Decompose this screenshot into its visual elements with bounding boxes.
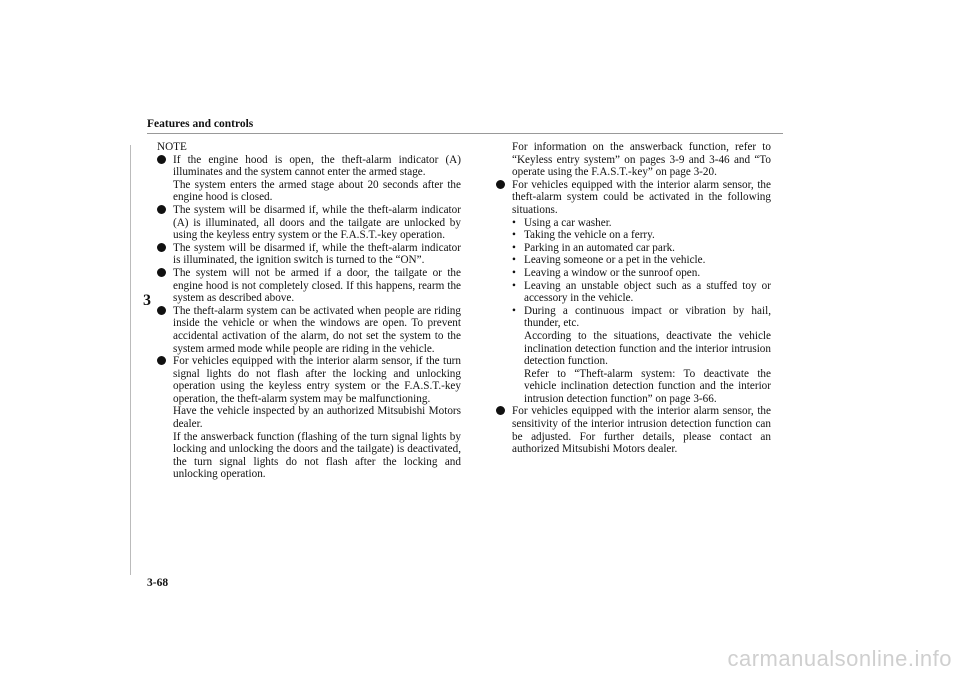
bullet-icon bbox=[157, 356, 166, 365]
note-paragraph: For vehicles equipped with the interior alarm sensor, the theft-alarm system could be activated in the following situations. bbox=[512, 178, 771, 216]
watermark: carmanualsonline.info bbox=[727, 646, 952, 671]
note-paragraph: If the answerback function (flashing of the turn signal lights by locking and unlocking the doors and the tailgate) is deactivated, the turn signal lights do not flash after the locking and unlocking operation. bbox=[173, 430, 461, 481]
situation-item: • Leaving an unstable object such as a stuffed toy or accessory in the vehicle. bbox=[512, 279, 771, 305]
chapter-number: 3 bbox=[143, 292, 151, 309]
note-item bbox=[157, 204, 461, 242]
bullet-icon bbox=[157, 243, 166, 252]
header-rule bbox=[147, 133, 783, 134]
bullet-icon bbox=[157, 306, 166, 315]
note-item bbox=[157, 305, 461, 355]
note-item bbox=[157, 267, 461, 305]
left-column bbox=[157, 141, 461, 481]
situation-item: • During a continuous impact or vibration by hail, thunder, etc. bbox=[512, 304, 771, 330]
note-paragraph: The system enters the armed stage about 20 seconds after the engine hood is closed. bbox=[173, 178, 461, 204]
note-paragraph: The system will be disarmed if, while the theft-alarm indicator (A) is illuminated, all doors and the tailgate are unlocked by using the keyless entry system or the F.A.S.T.-key operation. bbox=[173, 203, 461, 242]
chapter-divider bbox=[130, 145, 131, 575]
note-paragraph: Have the vehicle inspected by an authorized Mitsubishi Motors dealer. bbox=[173, 405, 461, 431]
situation-item: • Using a car washer. bbox=[512, 216, 612, 229]
page-header: Features and controls bbox=[147, 118, 254, 130]
note-paragraph: The theft-alarm system can be activated when people are riding inside the vehicle or when the windows are open. To prevent accidental activation of the alarm, do not set the system to the system armed mode while people are riding in the vehicle. bbox=[173, 304, 461, 355]
note-paragraph: Refer to “Theft-alarm system: To deactivate the vehicle inclination detection function and the interior intrusion detection function” on page 3-66. bbox=[524, 367, 771, 405]
note-paragraph: For vehicles equipped with the interior alarm sensor, if the turn signal lights do not flash after the locking and unlocking operation using the keyless entry system or the F.A.S.T.-key operation, the theft-alarm system may be malfunctioning. bbox=[173, 355, 461, 405]
situation-item: • Taking the vehicle on a ferry. bbox=[512, 229, 655, 242]
situation-item: • Leaving a window or the sunroof open. bbox=[512, 266, 701, 279]
right-column bbox=[496, 141, 771, 456]
bullet-icon bbox=[157, 268, 166, 277]
note-item bbox=[157, 355, 461, 481]
page-number: 3-68 bbox=[147, 577, 169, 589]
note-paragraph: The system will not be armed if a door, the tailgate or the engine hood is not completely closed. If this happens, rearm the system as described above. bbox=[173, 266, 461, 305]
bullet-icon bbox=[496, 406, 505, 415]
note-item bbox=[496, 405, 771, 455]
note-label: NOTE bbox=[157, 141, 187, 153]
note-paragraph: For vehicles equipped with the interior alarm sensor, the sensitivity of the interior intrusion detection function can be adjusted. For further details, please contact an authorized Mitsubishi Motors dealer. bbox=[512, 405, 771, 456]
note-paragraph: The system will be disarmed if, while the theft-alarm indicator is illuminated, the ignition switch is turned to the “ON”. bbox=[173, 241, 461, 267]
answerback-reference: For information on the answerback function, refer to “Keyless entry system” on pages 3-9 and 3-46 and “To operate using the F.A.S.T.-key” on page 3-20. bbox=[512, 141, 771, 179]
situation-item: • Leaving someone or a pet in the vehicle. bbox=[512, 254, 706, 267]
note-paragraph: According to the situations, deactivate the vehicle inclination detection function and the interior intrusion detection function. bbox=[524, 329, 771, 368]
note-item bbox=[157, 154, 461, 204]
bullet-icon bbox=[157, 155, 166, 164]
situation-item: • Parking in an automated car park. bbox=[512, 241, 675, 254]
bullet-icon bbox=[496, 180, 505, 189]
note-paragraph: If the engine hood is open, the theft-alarm indicator (A) illuminates and the system cannot enter the armed stage. bbox=[173, 153, 461, 179]
note-item bbox=[496, 179, 771, 406]
note-item bbox=[157, 242, 461, 267]
bullet-icon bbox=[157, 205, 166, 214]
